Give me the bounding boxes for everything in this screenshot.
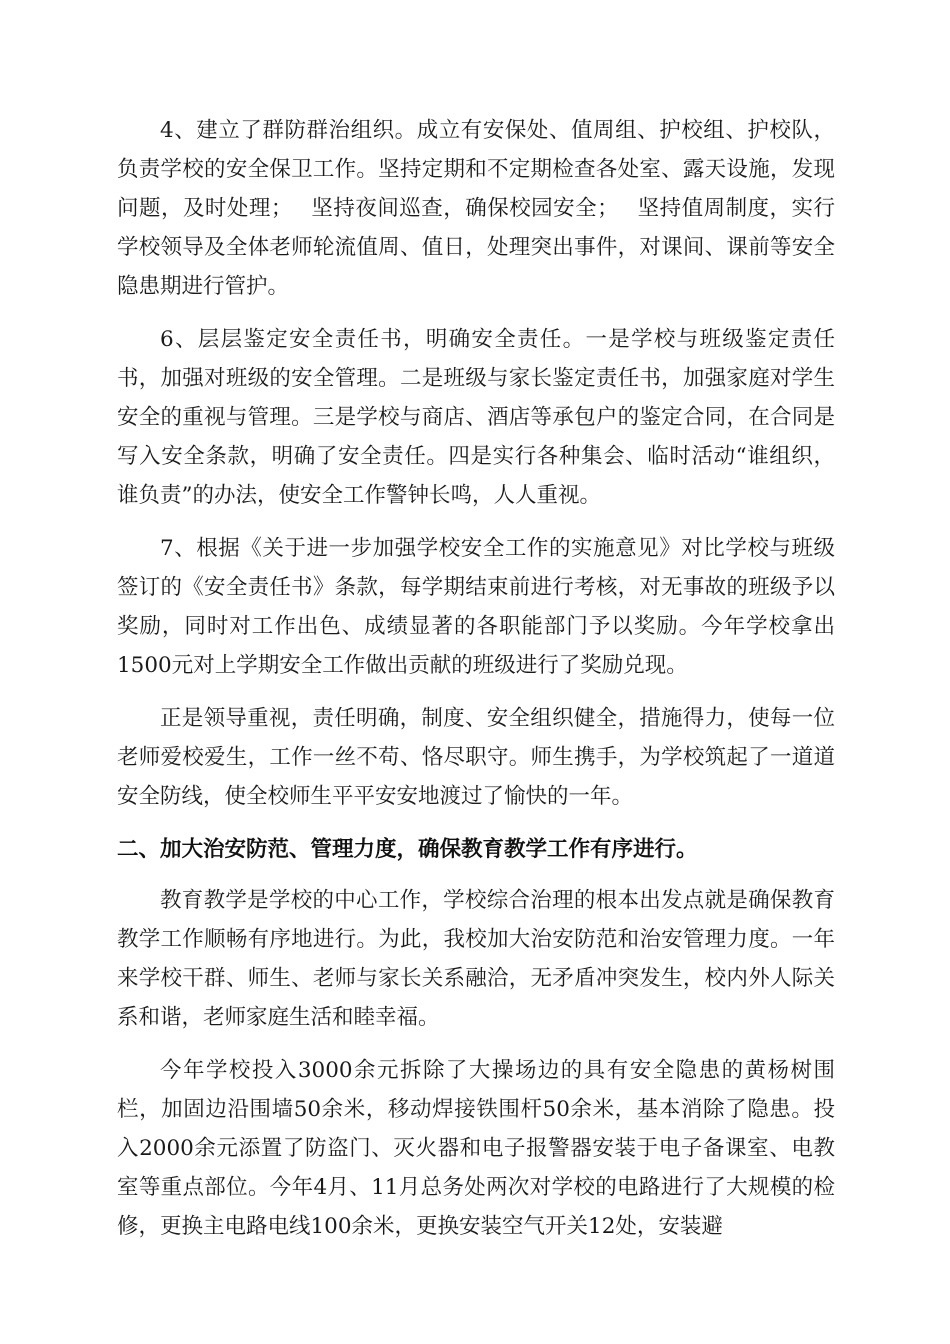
document-body bbox=[117, 111, 835, 1260]
section-heading: 二、加大治安防范、管理力度，确保教育教学工作有序进行。 bbox=[117, 837, 698, 862]
paragraph-item-4-organization: 4、建立了群防群治组织。成立有安保处、值周组、护校组、护校队，负责学校的安全保卫工作。坚持定期和不定期检查各处室、露天设施，发现问题，及时处理； 坚持夜间巡查，确保校园安全； 坚持值周制度，实行学校领导及全体老师轮流值周、值日，处理突出事件，对课间、课前等安全隐患期进行管护。 bbox=[117, 118, 835, 299]
paragraph-summary: 正是领导重视，责任明确，制度、安全组织健全，措施得力，使每一位老师爱校爱生，工作一丝不苟、恪尽职守。师生携手，为学校筑起了一道道安全防线，使全校师生平平安安地渡过了愉快的一年。 bbox=[117, 706, 835, 809]
paragraph-teaching-order: 教育教学是学校的中心工作，学校综合治理的根本出发点就是确保教育教学工作顺畅有序地进行。为此，我校加大治安防范和治安管理力度。一年来学校干群、师生、老师与家长关系融洽，无矛盾冲突发生，校内外人际关系和谐，老师家庭生活和睦幸福。 bbox=[117, 888, 835, 1030]
paragraph-item-7-assessment: 7、根据《关于进一步加强学校安全工作的实施意见》对比学校与班级签订的《安全责任书》条款，每学期结束前进行考核，对无事故的班级予以奖励，同时对工作出色、成绩显著的各职能部门予以奖励。今年学校拿出1500元对上学期安全工作做出贡献的班级进行了奖励兑现。 bbox=[117, 536, 835, 678]
paragraph-item-6-responsibility: 6、层层鉴定安全责任书，明确安全责任。一是学校与班级鉴定责任书，加强对班级的安全管理。二是班级与家长鉴定责任书，加强家庭对学生安全的重视与管理。三是学校与商店、酒店等承包户的鉴定合同，在合同是写入安全条款，明确了安全责任。四是实行各种集会、临时活动“谁组织，谁负责”的办法，使安全工作警钟长鸣，人人重视。 bbox=[117, 327, 835, 508]
paragraph-facility-investment: 今年学校投入3000余元拆除了大操场边的具有安全隐患的黄杨树围栏，加固边沿围墙50余米，移动焊接铁围杆50余米，基本消除了隐患。投入2000余元添置了防盗门、灭火器和电子报警器安装于电子备课室、电教室等重点部位。今年4月、11月总务处两次对学校的电路进行了大规模的检修，更换主电路电线100余米，更换安装空气开关12处，安装避 bbox=[117, 1058, 835, 1239]
